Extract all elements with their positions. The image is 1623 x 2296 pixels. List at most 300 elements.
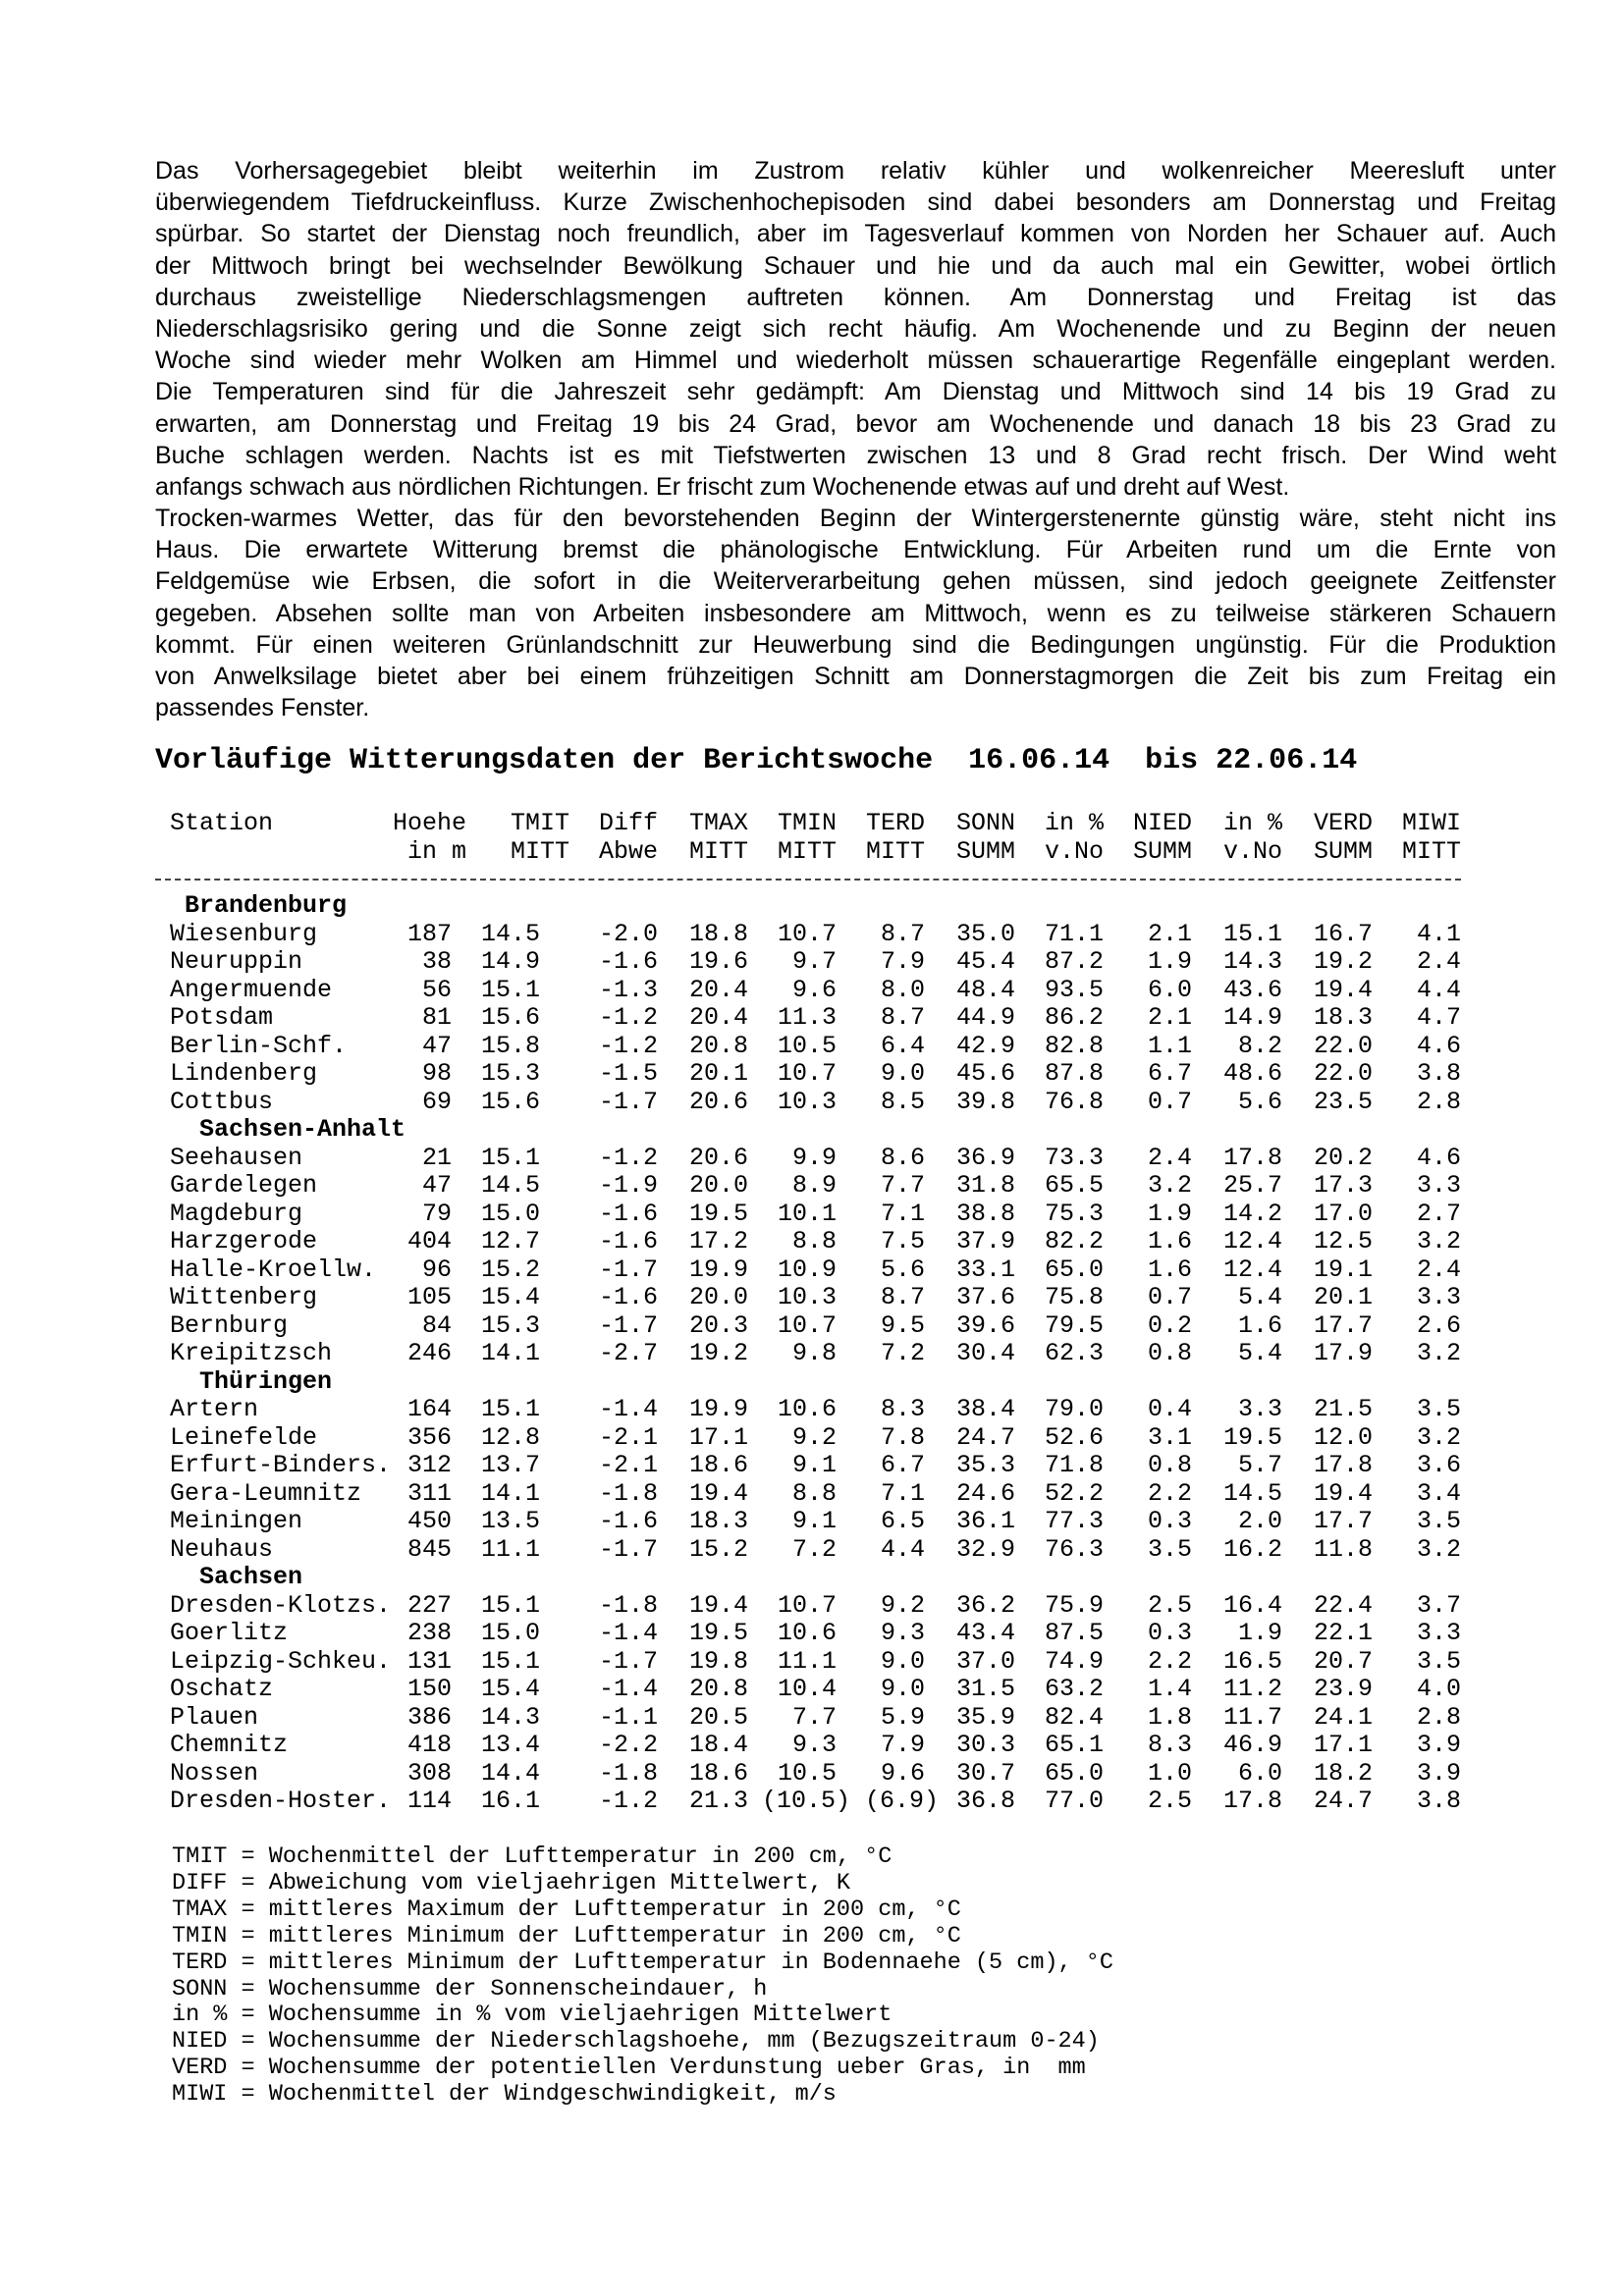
table-cell: 79.5: [1044, 1310, 1104, 1340]
table-cell: 2.8: [1416, 1702, 1461, 1732]
legend-line: NIED = Wochensumme der Niederschlagshoehe, mm (Bezugszeitraum 0-24): [172, 2028, 1100, 2056]
station-column-header: Station: [170, 809, 274, 837]
table-cell: 52.2: [1044, 1478, 1104, 1508]
table-cell: 84: [421, 1310, 452, 1340]
table-cell: 4.6: [1416, 1031, 1461, 1060]
table-cell: 17.1: [1313, 1731, 1373, 1759]
table-cell: 16.1: [480, 1787, 540, 1815]
column-header-line2: MITT: [510, 837, 569, 866]
table-cell: (6.9): [864, 1787, 939, 1815]
table-cell: -1.6: [598, 1507, 658, 1535]
table-row: [0, 1452, 1623, 1480]
table-cell: 3.4: [1416, 1478, 1461, 1508]
table-cell: 63.2: [1044, 1675, 1104, 1703]
table-cell: 15.4: [480, 1283, 540, 1311]
column-header: [1133, 809, 1192, 866]
table-cell: 9.9: [791, 1143, 837, 1172]
table-row: [0, 1424, 1623, 1453]
legend-line: TERD = mittleres Minimum der Lufttemperatur in Bodennaehe (5 cm), °C: [172, 1949, 1113, 1976]
table-cell: 19.2: [688, 1339, 748, 1367]
table-row: [0, 1760, 1623, 1789]
table-cell: 15.3: [480, 1059, 540, 1088]
table-cell: -1.8: [598, 1758, 658, 1788]
column-header-line1: TMIN: [777, 809, 837, 837]
table-row: [0, 921, 1623, 949]
table-cell: 14.1: [480, 1478, 540, 1508]
table-cell: 71.8: [1044, 1451, 1104, 1479]
table-cell: 87.8: [1044, 1059, 1104, 1088]
table-cell: 1.8: [1147, 1702, 1192, 1732]
column-header-line1: MIWI: [1401, 809, 1461, 837]
table-cell: 19.4: [688, 1478, 748, 1508]
table-cell: 0.8: [1147, 1339, 1192, 1367]
abbreviation-legend: [172, 1844, 1113, 2109]
table-cell: 3.2: [1147, 1171, 1192, 1200]
table-cell: 20.3: [688, 1310, 748, 1340]
table-cell: 9.3: [880, 1619, 925, 1647]
table-row: [0, 1089, 1623, 1117]
table-cell: 13.5: [480, 1507, 540, 1535]
table-cell: 8.2: [1237, 1031, 1282, 1060]
table-title: Vorläufige Witterungsdaten der Berichtswoche 16.06.14 bis 22.06.14: [155, 744, 1358, 777]
table-cell: 9.5: [880, 1310, 925, 1340]
table-cell: 15.1: [480, 1590, 540, 1620]
table-cell: 22.1: [1313, 1619, 1373, 1647]
table-cell: 2.0: [1237, 1507, 1282, 1535]
table-cell: 6.4: [880, 1031, 925, 1060]
table-cell: -1.9: [598, 1171, 658, 1200]
table-cell: 11.8: [1313, 1534, 1373, 1564]
table-cell: -2.1: [598, 1422, 658, 1452]
table-cell: 20.8: [688, 1031, 748, 1060]
table-cell: 3.9: [1416, 1758, 1461, 1788]
table-cell: 150: [406, 1675, 452, 1703]
table-cell: 6.0: [1147, 975, 1192, 1004]
table-cell: 1.1: [1147, 1031, 1192, 1060]
table-cell: 17.7: [1313, 1507, 1373, 1535]
table-cell: 24.7: [955, 1422, 1015, 1452]
table-cell: 356: [406, 1422, 452, 1452]
table-cell: 3.3: [1416, 1171, 1461, 1200]
table-cell: 76.8: [1044, 1087, 1104, 1116]
table-cell: 238: [406, 1619, 452, 1647]
table-cell: 19.5: [688, 1199, 748, 1228]
table-cell: -1.8: [598, 1478, 658, 1508]
table-cell: 10.4: [777, 1675, 837, 1703]
text-line: überwiegendem Tiefdruckeinfluss. Kurze Zwischenhochepisoden sind dabei besonders am Donnerstag und Freitag: [155, 188, 1556, 217]
table-cell: 11.7: [1222, 1702, 1282, 1732]
table-cell: 18.2: [1313, 1758, 1373, 1788]
table-cell: 15.1: [480, 975, 540, 1004]
station-name: Leipzig-Schkeu.: [170, 1646, 392, 1676]
station-name: Lindenberg: [170, 1059, 318, 1088]
text-line: spürbar. So startet der Dienstag noch freundlich, aber im Tagesverlauf kommen von Norden her Schauer auf. Auch: [155, 220, 1556, 248]
table-cell: 0.7: [1147, 1087, 1192, 1116]
table-cell: 36.2: [955, 1590, 1015, 1620]
table-cell: 10.9: [777, 1255, 837, 1284]
table-cell: 12.8: [480, 1422, 540, 1452]
table-cell: 17.1: [688, 1422, 748, 1452]
table-cell: 1.9: [1147, 1199, 1192, 1228]
table-cell: 8.8: [791, 1227, 837, 1255]
station-name: Berlin-Schf.: [170, 1031, 348, 1060]
table-cell: -1.2: [598, 1003, 658, 1032]
section-row: [0, 1564, 1623, 1592]
table-cell: 75.3: [1044, 1199, 1104, 1228]
column-header-line1: TERD: [865, 809, 925, 837]
table-cell: 6.7: [1147, 1059, 1192, 1088]
table-cell: 7.8: [880, 1422, 925, 1452]
table-cell: 8.3: [1147, 1731, 1192, 1759]
table-cell: 14.2: [1222, 1199, 1282, 1228]
legend-line: MIWI = Wochenmittel der Windgeschwindigkeit, m/s: [172, 2081, 837, 2109]
table-cell: 30.3: [955, 1731, 1015, 1759]
table-cell: 19.1: [1313, 1255, 1373, 1284]
table-cell: 4.4: [880, 1534, 925, 1564]
table-cell: -1.7: [598, 1310, 658, 1340]
table-cell: 9.0: [880, 1646, 925, 1676]
table-cell: 48.6: [1222, 1059, 1282, 1088]
table-cell: 1.0: [1147, 1758, 1192, 1788]
table-cell: 75.8: [1044, 1283, 1104, 1311]
table-cell: 93.5: [1044, 975, 1104, 1004]
table-cell: 18.4: [688, 1731, 748, 1759]
table-cell: -1.6: [598, 1227, 658, 1255]
table-cell: 38: [421, 947, 452, 976]
table-cell: 33.1: [955, 1255, 1015, 1284]
table-cell: 10.3: [777, 1087, 837, 1116]
table-cell: 187: [406, 919, 452, 948]
table-cell: 38.8: [955, 1199, 1015, 1228]
table-cell: 17.8: [1313, 1451, 1373, 1479]
table-cell: 227: [406, 1590, 452, 1620]
table-cell: 3.1: [1147, 1422, 1192, 1452]
station-name: Magdeburg: [170, 1199, 303, 1228]
table-cell: 5.4: [1237, 1339, 1282, 1367]
table-cell: 74.9: [1044, 1646, 1104, 1676]
column-header-line2: v.No: [1044, 837, 1104, 866]
table-row: [0, 1788, 1623, 1816]
table-cell: 10.6: [777, 1395, 837, 1423]
table-cell: 2.5: [1147, 1787, 1192, 1815]
station-name: Meiningen: [170, 1507, 303, 1535]
section-row: [0, 1368, 1623, 1397]
table-cell: -1.7: [598, 1534, 658, 1564]
table-cell: 45.4: [955, 947, 1015, 976]
text-line: Niederschlagsrisiko gering und die Sonne zeigt sich recht häufig. Am Wochenende und zu Beginn der neuen: [155, 314, 1556, 343]
table-cell: 3.2: [1416, 1534, 1461, 1564]
table-cell: 3.2: [1416, 1339, 1461, 1367]
station-name: Wittenberg: [170, 1283, 318, 1311]
table-cell: 14.4: [480, 1758, 540, 1788]
table-cell: 10.5: [777, 1758, 837, 1788]
table-row: [0, 977, 1623, 1005]
station-name: Plauen: [170, 1702, 259, 1732]
table-row: [0, 1340, 1623, 1368]
table-cell: 19.9: [688, 1395, 748, 1423]
table-cell: 10.6: [777, 1619, 837, 1647]
table-cell: 2.4: [1416, 1255, 1461, 1284]
table-cell: -2.0: [598, 919, 658, 948]
table-cell: 8.6: [880, 1143, 925, 1172]
table-cell: 16.7: [1313, 919, 1373, 948]
table-row: [0, 1732, 1623, 1760]
table-cell: 14.5: [1222, 1478, 1282, 1508]
table-cell: 14.1: [480, 1339, 540, 1367]
table-cell: 3.5: [1416, 1507, 1461, 1535]
table-cell: 3.5: [1416, 1646, 1461, 1676]
table-cell: 8.7: [880, 919, 925, 948]
station-name: Erfurt-Binders.: [170, 1451, 392, 1479]
table-cell: 20.2: [1313, 1143, 1373, 1172]
station-name: Neuruppin: [170, 947, 303, 976]
table-cell: 19.2: [1313, 947, 1373, 976]
station-name: Wiesenburg: [170, 919, 318, 948]
table-cell: 18.8: [688, 919, 748, 948]
table-row: [0, 1201, 1623, 1229]
table-cell: -2.2: [598, 1731, 658, 1759]
table-cell: 82.2: [1044, 1227, 1104, 1255]
table-cell: 16.2: [1222, 1534, 1282, 1564]
table-row: [0, 1312, 1623, 1341]
table-row: [0, 1620, 1623, 1648]
column-header-line1: TMIT: [510, 809, 569, 837]
table-cell: 7.7: [880, 1171, 925, 1200]
column-header-line2: in m: [406, 837, 466, 866]
table-cell: -1.2: [598, 1787, 658, 1815]
column-header: [1045, 809, 1104, 866]
table-cell: 19.4: [688, 1590, 748, 1620]
table-cell: 65.5: [1044, 1171, 1104, 1200]
table-cell: 32.9: [955, 1534, 1015, 1564]
table-cell: 25.7: [1222, 1171, 1282, 1200]
station-name: Nossen: [170, 1758, 259, 1788]
table-row: [0, 1480, 1623, 1509]
column-header-line2: MITT: [1401, 837, 1461, 866]
column-header: [1314, 809, 1373, 866]
table-cell: 18.3: [688, 1507, 748, 1535]
table-cell: 35.0: [955, 919, 1015, 948]
table-cell: 3.6: [1416, 1451, 1461, 1479]
section-heading: Brandenburg: [185, 891, 348, 920]
column-header: [393, 809, 466, 866]
table-cell: 7.9: [880, 947, 925, 976]
text-line: anfangs schwach aus nördlichen Richtungen. Er frischt zum Wochenende etwas auf und dreht auf West.: [155, 472, 1290, 501]
table-cell: 12.7: [480, 1227, 540, 1255]
table-cell: 69: [421, 1087, 452, 1116]
station-name: Gera-Leumnitz: [170, 1478, 362, 1508]
table-cell: 30.7: [955, 1758, 1015, 1788]
table-cell: 9.2: [880, 1590, 925, 1620]
text-line: Trocken-warmes Wetter, das für den bevorstehenden Beginn der Wintergerstenernte günstig wäre, steht nicht ins: [155, 505, 1556, 532]
column-header-line1: SONN: [955, 809, 1015, 837]
table-cell: 14.9: [480, 947, 540, 976]
table-cell: 9.6: [880, 1758, 925, 1788]
table-cell: 10.7: [777, 1590, 837, 1620]
table-cell: 20.4: [688, 1003, 748, 1032]
table-cell: -2.1: [598, 1451, 658, 1479]
table-cell: 20.7: [1313, 1646, 1373, 1676]
table-cell: 9.0: [880, 1675, 925, 1703]
column-header-line1: in %: [1044, 809, 1104, 837]
station-name: Oschatz: [170, 1675, 274, 1703]
header-divider: [155, 879, 1461, 881]
table-cell: 1.6: [1147, 1255, 1192, 1284]
table-cell: 2.4: [1416, 947, 1461, 976]
table-cell: 22.4: [1313, 1590, 1373, 1620]
table-cell: 36.8: [955, 1787, 1015, 1815]
table-cell: 19.6: [688, 947, 748, 976]
table-cell: 8.5: [880, 1087, 925, 1116]
table-cell: 17.2: [688, 1227, 748, 1255]
table-cell: 4.1: [1416, 919, 1461, 948]
column-header-line1: NIED: [1132, 809, 1192, 837]
table-cell: 77.0: [1044, 1787, 1104, 1815]
legend-line: VERD = Wochensumme der potentiellen Verdunstung ueber Gras, in mm: [172, 2055, 1086, 2082]
table-cell: 3.3: [1416, 1283, 1461, 1311]
station-name: Leinefelde: [170, 1422, 318, 1452]
table-cell: 79: [421, 1199, 452, 1228]
table-row: [0, 1256, 1623, 1285]
table-cell: 36.9: [955, 1143, 1015, 1172]
column-header-line2: SUMM: [1132, 837, 1192, 866]
table-cell: 37.0: [955, 1646, 1015, 1676]
table-cell: -1.4: [598, 1395, 658, 1423]
table-row: [0, 1676, 1623, 1704]
column-header-line2: MITT: [777, 837, 837, 866]
table-row: [0, 1704, 1623, 1733]
table-cell: 3.7: [1416, 1590, 1461, 1620]
table-cell: 75.9: [1044, 1590, 1104, 1620]
table-cell: 24.1: [1313, 1702, 1373, 1732]
column-header: [599, 809, 658, 866]
table-cell: 39.6: [955, 1310, 1015, 1340]
table-cell: 12.0: [1313, 1422, 1373, 1452]
table-cell: 71.1: [1044, 919, 1104, 948]
station-name: Cottbus: [170, 1087, 274, 1116]
table-cell: 15.1: [1222, 919, 1282, 948]
table-cell: 17.7: [1313, 1310, 1373, 1340]
table-row: [0, 1228, 1623, 1256]
station-name: Goerlitz: [170, 1619, 289, 1647]
station-name: Seehausen: [170, 1143, 303, 1172]
table-cell: 3.9: [1416, 1731, 1461, 1759]
station-name: Gardelegen: [170, 1171, 318, 1200]
table-cell: 77.3: [1044, 1507, 1104, 1535]
table-cell: 9.1: [791, 1507, 837, 1535]
table-cell: 17.8: [1222, 1787, 1282, 1815]
agriculture-paragraph: [155, 503, 1556, 723]
table-cell: 7.1: [880, 1199, 925, 1228]
table-cell: 1.9: [1147, 947, 1192, 976]
table-cell: 308: [406, 1758, 452, 1788]
legend-line: TMIN = mittleres Minimum der Lufttemperatur in 200 cm, °C: [172, 1922, 961, 1949]
table-cell: 11.1: [480, 1534, 540, 1564]
table-cell: 4.0: [1416, 1675, 1461, 1703]
table-cell: 12.4: [1222, 1255, 1282, 1284]
table-cell: 2.7: [1416, 1199, 1461, 1228]
table-cell: -1.3: [598, 975, 658, 1004]
station-name: Halle-Kroellw.: [170, 1255, 377, 1284]
table-cell: 43.6: [1222, 975, 1282, 1004]
legend-line: DIFF = Abweichung vom vieljaehrigen Mittelwert, K: [172, 1869, 851, 1896]
table-cell: 14.9: [1222, 1003, 1282, 1032]
table-row: [0, 948, 1623, 977]
table-cell: -1.2: [598, 1143, 658, 1172]
table-cell: 31.8: [955, 1171, 1015, 1200]
table-cell: -1.6: [598, 947, 658, 976]
table-cell: 10.7: [777, 1059, 837, 1088]
table-cell: 8.8: [791, 1478, 837, 1508]
table-cell: 65.1: [1044, 1731, 1104, 1759]
table-row: [0, 1033, 1623, 1061]
table-cell: 24.6: [955, 1478, 1015, 1508]
table-cell: 2.2: [1147, 1646, 1192, 1676]
column-header: [866, 809, 925, 866]
table-cell: 36.1: [955, 1507, 1015, 1535]
table-row: [0, 1172, 1623, 1201]
station-name: Harzgerode: [170, 1227, 318, 1255]
table-cell: 7.7: [791, 1702, 837, 1732]
table-cell: 65.0: [1044, 1255, 1104, 1284]
table-cell: 3.5: [1147, 1534, 1192, 1564]
table-cell: 7.9: [880, 1731, 925, 1759]
table-cell: 0.3: [1147, 1619, 1192, 1647]
station-name: Dresden-Klotzs.: [170, 1590, 392, 1620]
section-heading: Thüringen: [199, 1366, 333, 1396]
table-cell: 79.0: [1044, 1395, 1104, 1423]
table-cell: 9.3: [791, 1731, 837, 1759]
table-cell: 62.3: [1044, 1339, 1104, 1367]
column-header-line2: SUMM: [955, 837, 1015, 866]
table-cell: 0.2: [1147, 1310, 1192, 1340]
table-cell: 44.9: [955, 1003, 1015, 1032]
table-cell: 5.7: [1237, 1451, 1282, 1479]
table-cell: 18.6: [688, 1758, 748, 1788]
table-cell: 20.6: [688, 1087, 748, 1116]
table-cell: 15.2: [688, 1534, 748, 1564]
table-cell: 1.4: [1147, 1675, 1192, 1703]
table-cell: 37.9: [955, 1227, 1015, 1255]
table-cell: 10.7: [777, 1310, 837, 1340]
table-cell: 19.8: [688, 1646, 748, 1676]
table-cell: 0.8: [1147, 1451, 1192, 1479]
table-cell: 20.1: [688, 1059, 748, 1088]
table-cell: -1.4: [598, 1675, 658, 1703]
table-cell: 12.4: [1222, 1227, 1282, 1255]
table-row: [0, 1060, 1623, 1089]
table-cell: 19.4: [1313, 1478, 1373, 1508]
table-cell: 23.9: [1313, 1675, 1373, 1703]
station-name: Angermuende: [170, 975, 333, 1004]
table-cell: 312: [406, 1451, 452, 1479]
table-cell: 18.6: [688, 1451, 748, 1479]
table-cell: 15.6: [480, 1087, 540, 1116]
table-cell: 3.3: [1416, 1619, 1461, 1647]
station-name: Kreipitzsch: [170, 1339, 333, 1367]
table-cell: 15.3: [480, 1310, 540, 1340]
table-cell: 16.4: [1222, 1590, 1282, 1620]
table-cell: -1.7: [598, 1087, 658, 1116]
table-cell: 2.4: [1147, 1143, 1192, 1172]
table-cell: 2.2: [1147, 1478, 1192, 1508]
station-name: Chemnitz: [170, 1731, 289, 1759]
table-cell: 9.7: [791, 947, 837, 976]
weather-data-table: [0, 892, 1623, 1816]
table-cell: 131: [406, 1646, 452, 1676]
column-header: [511, 809, 569, 866]
table-row: [0, 1592, 1623, 1621]
